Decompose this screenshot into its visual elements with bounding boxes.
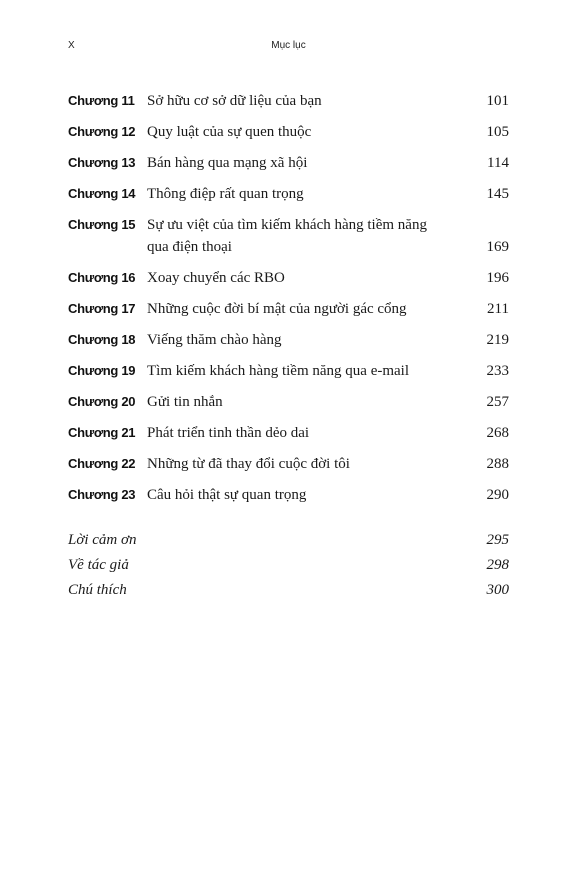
- chapter-title-line: Sự ưu việt của tìm kiếm khách hàng tiềm năng: [147, 217, 427, 233]
- chapter-title: [147, 267, 465, 289]
- page-number: 196: [486, 270, 509, 286]
- chapter-title: [147, 214, 465, 258]
- chapter-title-line: Tìm kiếm khách hàng tiềm năng qua e-mail: [147, 363, 410, 379]
- chapter-title-line: Xoay chuyển các RBO: [147, 270, 285, 286]
- chapter-label: Chương 22: [68, 456, 136, 471]
- chapter-label: Chương 11: [68, 93, 135, 108]
- section-title: Chú thích: [68, 582, 127, 598]
- toc-entry-chapter-11[interactable]: [68, 90, 509, 112]
- chapter-title: [147, 329, 465, 351]
- chapter-title: [147, 484, 465, 506]
- chapter-title-line: Thông điệp rất quan trọng: [147, 186, 304, 202]
- page-number: 300: [486, 582, 509, 598]
- page-number: 257: [486, 394, 509, 410]
- chapter-title: [147, 121, 465, 143]
- toc-entry-chapter-14[interactable]: [68, 183, 509, 205]
- chapter-label: Chương 12: [68, 124, 136, 139]
- toc-entry-chapter-19[interactable]: [68, 360, 509, 382]
- section-title: Về tác giả: [68, 557, 129, 573]
- toc-entry-chapter-23[interactable]: [68, 484, 509, 506]
- toc-entry-about-author[interactable]: [68, 554, 509, 576]
- chapter-title: [147, 183, 465, 205]
- page-number: 288: [486, 456, 509, 472]
- chapter-label: Chương 20: [68, 394, 136, 409]
- chapter-label: Chương 17: [68, 301, 136, 316]
- chapter-title-line: Những cuộc đời bí mật của người gác cổng: [147, 301, 407, 317]
- chapter-label: Chương 23: [68, 487, 136, 502]
- chapter-title: [147, 453, 465, 475]
- chapter-title: [147, 391, 465, 413]
- chapter-title-line: Những từ đã thay đổi cuộc đời tôi: [147, 456, 350, 472]
- chapter-title-line: Câu hỏi thật sự quan trọng: [147, 487, 307, 503]
- toc-entry-chapter-21[interactable]: [68, 422, 509, 444]
- toc-entry-chapter-22[interactable]: [68, 453, 509, 475]
- toc-entry-notes[interactable]: [68, 579, 509, 601]
- page-number: 105: [486, 124, 509, 140]
- page-number: 101: [486, 93, 509, 109]
- page-header: [68, 40, 509, 56]
- chapter-title: [147, 90, 465, 112]
- table-of-contents: [68, 90, 509, 515]
- chapter-label: Chương 15: [68, 217, 136, 232]
- page-number: 295: [486, 532, 509, 548]
- chapter-label: Chương 18: [68, 332, 136, 347]
- toc-entry-chapter-17[interactable]: [68, 298, 509, 320]
- chapter-label: Chương 16: [68, 270, 136, 285]
- chapter-label: Chương 13: [68, 155, 136, 170]
- toc-entry-chapter-13[interactable]: [68, 152, 509, 174]
- chapter-title-line: Bán hàng qua mạng xã hội: [147, 155, 308, 171]
- chapter-title-line: Gửi tin nhắn: [147, 394, 223, 410]
- page-number: 211: [487, 301, 509, 317]
- toc-entry-chapter-15[interactable]: [68, 214, 509, 258]
- toc-entry-acknowledgements[interactable]: [68, 529, 509, 551]
- page-number: 233: [486, 363, 509, 379]
- page-number: 114: [487, 155, 509, 171]
- chapter-title-line: Quy luật của sự quen thuộc: [147, 124, 312, 140]
- toc-entry-chapter-18[interactable]: [68, 329, 509, 351]
- page-number: 298: [486, 557, 509, 573]
- chapter-title: [147, 298, 465, 320]
- chapter-label: Chương 21: [68, 425, 136, 440]
- running-title: Mục lục: [271, 40, 306, 51]
- chapter-title-line: Sở hữu cơ sở dữ liệu của bạn: [147, 93, 322, 109]
- toc-entry-chapter-16[interactable]: [68, 267, 509, 289]
- chapter-label: Chương 19: [68, 363, 136, 378]
- section-title: Lời cảm ơn: [68, 532, 137, 548]
- chapter-title: [147, 152, 465, 174]
- page-number: 290: [486, 487, 509, 503]
- page-number: 145: [486, 186, 509, 202]
- chapter-label: Chương 14: [68, 186, 136, 201]
- chapter-title-line: Viếng thăm chào hàng: [147, 332, 282, 348]
- page-number: 169: [486, 239, 509, 255]
- back-matter-list: [68, 529, 509, 604]
- page-number: 268: [486, 425, 509, 441]
- chapter-title: [147, 422, 465, 444]
- chapter-title-line: qua điện thoại: [147, 239, 232, 255]
- toc-entry-chapter-12[interactable]: [68, 121, 509, 143]
- chapter-title-line: Phát triển tinh thần dẻo dai: [147, 425, 310, 441]
- chapter-title: [147, 360, 465, 382]
- toc-entry-chapter-20[interactable]: [68, 391, 509, 413]
- page-number: 219: [486, 332, 509, 348]
- page-number: X: [68, 40, 75, 51]
